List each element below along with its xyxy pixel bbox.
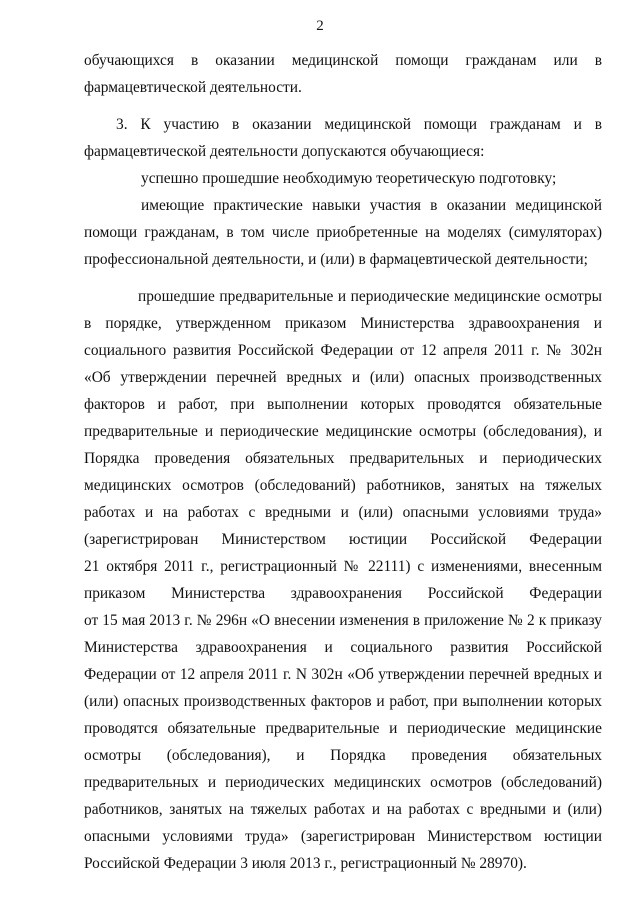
text-line: Федерации от 12 апреля 2011 г. N 302н «Об утверждении перечней вредных и (84, 666, 602, 683)
text-line: помощи гражданам, в том числе приобретенные на моделях (симуляторах) (84, 224, 602, 241)
text-line: проводятся обязательные предварительные и периодические медицинские (84, 720, 602, 737)
text-line: имеющие практические навыки участия в оказании медицинской (141, 197, 602, 214)
text-line: работах и на работах с вредными и (или) опасными условиями труда» (84, 504, 602, 521)
text-line: Российской Федерации 3 июля 2013 г., регистрационный № 28970). (84, 855, 527, 872)
text-line: 21 октября 2011 г., регистрационный № 22111) с изменениями, внесенным (84, 558, 602, 575)
text-line: «Об утверждении перечней вредных и (или) опасных производственных (84, 369, 602, 386)
text-line: приказом Министерства здравоохранения Российской Федерации (84, 585, 602, 602)
text-line: осмотры (обследования), и Порядка проведения обязательных (84, 747, 602, 764)
text-line: прошедшие предварительные и периодические медицинские осмотры (138, 288, 602, 305)
text-line: (зарегистрирован Министерством юстиции Российской Федерации (84, 531, 602, 548)
text-line: (или) опасных производственных факторов и работ, при выполнении которых (84, 693, 602, 710)
text-line: опасными условиями труда» (зарегистрирован Министерством юстиции (84, 828, 602, 845)
text-line: фармацевтической деятельности допускаются обучающиеся: (84, 143, 485, 160)
text-line: Министерства здравоохранения и социального развития Российской (84, 639, 602, 656)
page-number: 2 (316, 18, 324, 34)
text-line: Порядка проведения обязательных предварительных и периодических (84, 450, 602, 467)
text-line: обучающихся в оказании медицинской помощи гражданам или в (84, 52, 602, 69)
text-line: предварительных и периодических медицинских осмотров (обследований) (84, 774, 602, 791)
text-line: в порядке, утвержденном приказом Министерства здравоохранения и (84, 315, 602, 332)
text-line: успешно прошедшие необходимую теоретическую подготовку; (141, 170, 557, 187)
text-line: факторов и работ, при выполнении которых проводятся обязательные (84, 396, 602, 413)
text-line: социального развития Российской Федерации от 12 апреля 2011 г. № 302н (84, 342, 602, 359)
text-line: работников, занятых на тяжелых работах и на работах с вредными и (или) (84, 801, 602, 818)
text-line: 3. К участию в оказании медицинской помощи гражданам и в (116, 116, 602, 133)
text-line: профессиональной деятельности, и (или) в фармацевтической деятельности; (84, 251, 588, 268)
text-line: медицинских осмотров (обследований) работников, занятых на тяжелых (84, 477, 602, 494)
document-body (84, 47, 602, 877)
text-line: от 15 мая 2013 г. № 296н «О внесении изменения в приложение № 2 к приказу (84, 612, 602, 629)
text-line: фармацевтической деятельности. (84, 79, 302, 96)
text-line: предварительные и периодические медицинские осмотры (обследования), и (84, 423, 602, 440)
